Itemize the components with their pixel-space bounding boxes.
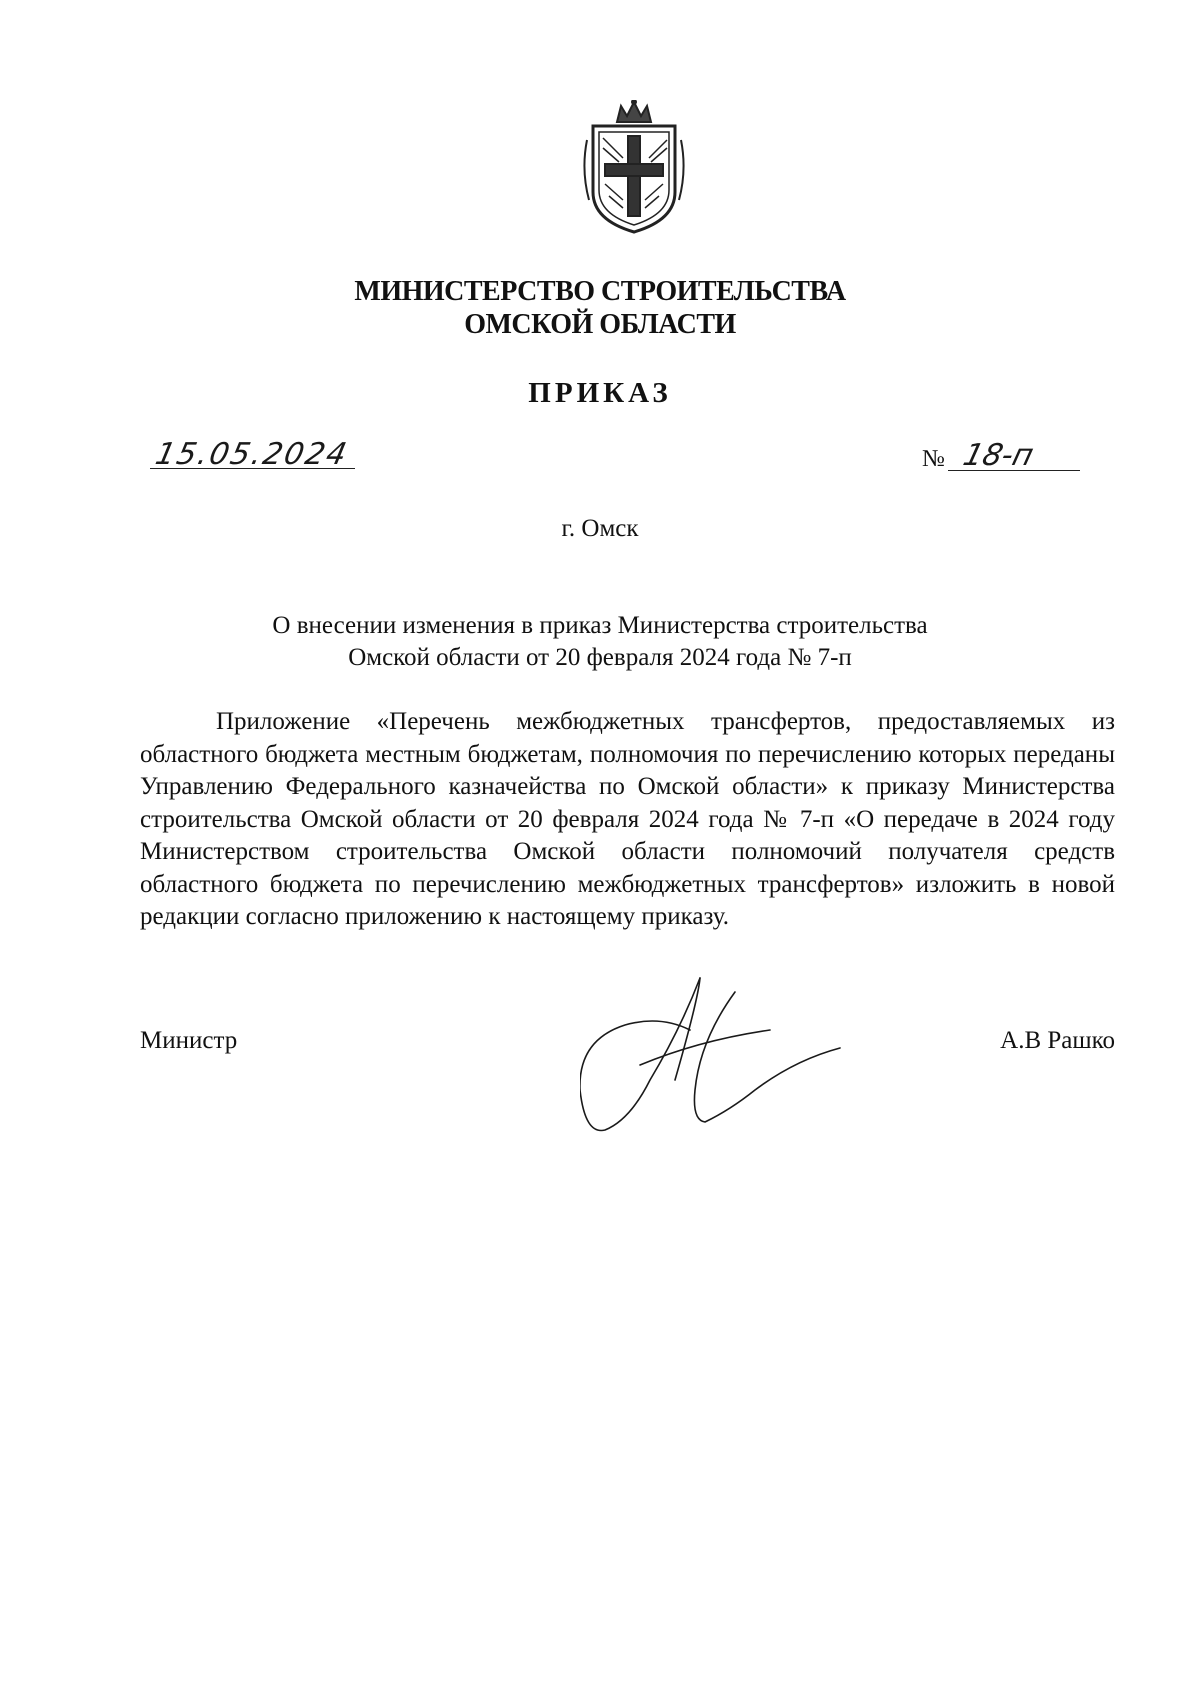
signatory-role: Министр	[140, 1027, 238, 1054]
order-city: г. Омск	[561, 515, 639, 542]
order-number: 18-п	[959, 438, 1037, 473]
order-subject-line1: О внесении изменения в приказ Министерства строительства	[272, 612, 928, 639]
order-number-field	[948, 436, 1080, 471]
order-title: ПРИКАЗ	[528, 377, 672, 409]
omsk-coat-of-arms-icon	[579, 100, 689, 236]
order-date-field	[150, 436, 355, 472]
ministry-name-line2: ОМСКОЙ ОБЛАСТИ	[464, 309, 736, 340]
order-subject-line2: Омской области от 20 февраля 2024 года № 7-п	[348, 644, 852, 671]
order-date: 15.05.2024	[152, 437, 352, 472]
ministry-name-line1: МИНИСТЕРСТВО СТРОИТЕЛЬСТВА	[354, 276, 846, 307]
order-body-paragraph: Приложение «Перечень межбюджетных трансфертов, предоставляемых из областного бюджета местным бюджетам, полномочия по перечислению которых переданы Управлению Федерального казначейства по Омской области» к приказу Министерства строительства Омской области от 20 февраля 2024 года № 7-п «О передаче в 2024 году Министерством строительства Омской области полномочий получателя средств областного бюджета по перечислению межбюджетных трансфертов» изложить в новой редакции согласно приложению к настоящему приказу.	[140, 708, 1115, 930]
order-number-label: №	[922, 446, 945, 472]
handwritten-signature-icon	[580, 970, 880, 1170]
signatory-name: А.В Рашко	[1000, 1027, 1115, 1054]
